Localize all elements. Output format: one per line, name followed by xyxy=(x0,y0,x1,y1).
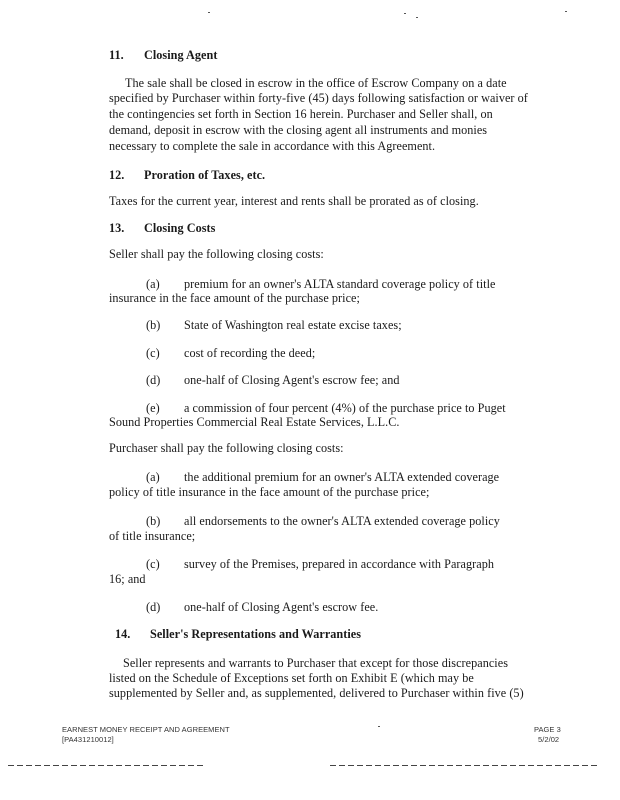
scan-bottom-rule xyxy=(330,765,600,766)
seller-item-text: a commission of four percent (4%) of the purchase price to Puget xyxy=(184,401,506,415)
section-11-number: 11. xyxy=(109,48,124,62)
purchaser-item-text: survey of the Premises, prepared in accordance with Paragraph xyxy=(184,557,494,571)
scan-speck xyxy=(416,17,418,18)
section-12-line: Taxes for the current year, interest and rents shall be prorated as of closing. xyxy=(109,194,479,208)
seller-item-text: one-half of Closing Agent's escrow fee; and xyxy=(184,373,400,387)
section-11-line: The sale shall be closed in escrow in the office of Escrow Company on a date xyxy=(125,76,507,90)
scan-speck xyxy=(208,12,210,13)
section-14-line: Seller represents and warrants to Purchaser that except for those discrepancies xyxy=(123,656,508,670)
purchaser-item-text: policy of title insurance in the face amount of the purchase price; xyxy=(109,485,430,499)
scan-speck xyxy=(404,13,406,14)
section-14-title: Seller's Representations and Warranties xyxy=(150,627,362,641)
section-14-number: 14. xyxy=(115,627,131,641)
seller-item-text: cost of recording the deed; xyxy=(184,346,316,360)
scan-speck xyxy=(378,726,380,727)
seller-costs-intro: Seller shall pay the following closing costs: xyxy=(109,247,324,261)
footer-page-number: PAGE 3 xyxy=(534,725,561,734)
purchaser-item-text: 16; and xyxy=(109,572,146,586)
footer-date: 5/2/02 xyxy=(538,735,560,744)
seller-item-text: State of Washington real estate excise taxes; xyxy=(184,318,402,332)
seller-item-label: (d) xyxy=(146,373,161,387)
section-11-line: specified by Purchaser within forty-five (45) days following satisfaction or waiver of xyxy=(109,91,528,105)
purchaser-item-text: all endorsements to the owner's ALTA extended coverage policy xyxy=(184,514,500,528)
seller-item-text: insurance in the face amount of the purchase price; xyxy=(109,291,360,305)
seller-item-text: premium for an owner's ALTA standard coverage policy of title xyxy=(184,277,496,291)
seller-item-label: (b) xyxy=(146,318,161,332)
section-11-line: demand, deposit in escrow with the closing agent all instruments and monies xyxy=(109,123,488,137)
section-14-line: supplemented by Seller and, as supplemented, delivered to Purchaser within five (5) xyxy=(109,686,524,700)
section-12-title: Proration of Taxes, etc. xyxy=(144,168,266,182)
section-13-title: Closing Costs xyxy=(144,221,216,235)
scan-speck xyxy=(565,11,567,12)
footer-doc-title: EARNEST MONEY RECEIPT AND AGREEMENT xyxy=(62,725,230,734)
purchaser-item-label: (a) xyxy=(146,470,160,484)
scan-bottom-rule xyxy=(8,765,203,766)
purchaser-item-label: (d) xyxy=(146,600,161,614)
seller-item-label: (c) xyxy=(146,346,160,360)
section-11-title: Closing Agent xyxy=(144,48,218,62)
section-12-number: 12. xyxy=(109,168,125,182)
section-14-line: listed on the Schedule of Exceptions set forth on Exhibit E (which may be xyxy=(109,671,474,685)
purchaser-costs-intro: Purchaser shall pay the following closing costs: xyxy=(109,441,344,455)
section-11-line: necessary to complete the sale in accordance with this Agreement. xyxy=(109,139,436,153)
seller-item-label: (e) xyxy=(146,401,160,415)
purchaser-item-label: (b) xyxy=(146,514,161,528)
seller-item-text: Sound Properties Commercial Real Estate Services, L.L.C. xyxy=(109,415,400,429)
seller-item-label: (a) xyxy=(146,277,160,291)
section-11-line: the contingencies set forth in Section 16 herein. Purchaser and Seller shall, on xyxy=(109,107,493,121)
purchaser-item-text: one-half of Closing Agent's escrow fee. xyxy=(184,600,379,614)
footer-doc-id: [PA431210012] xyxy=(62,735,114,744)
purchaser-item-label: (c) xyxy=(146,557,160,571)
section-13-number: 13. xyxy=(109,221,125,235)
purchaser-item-text: of title insurance; xyxy=(109,529,196,543)
purchaser-item-text: the additional premium for an owner's ALTA extended coverage xyxy=(184,470,500,484)
